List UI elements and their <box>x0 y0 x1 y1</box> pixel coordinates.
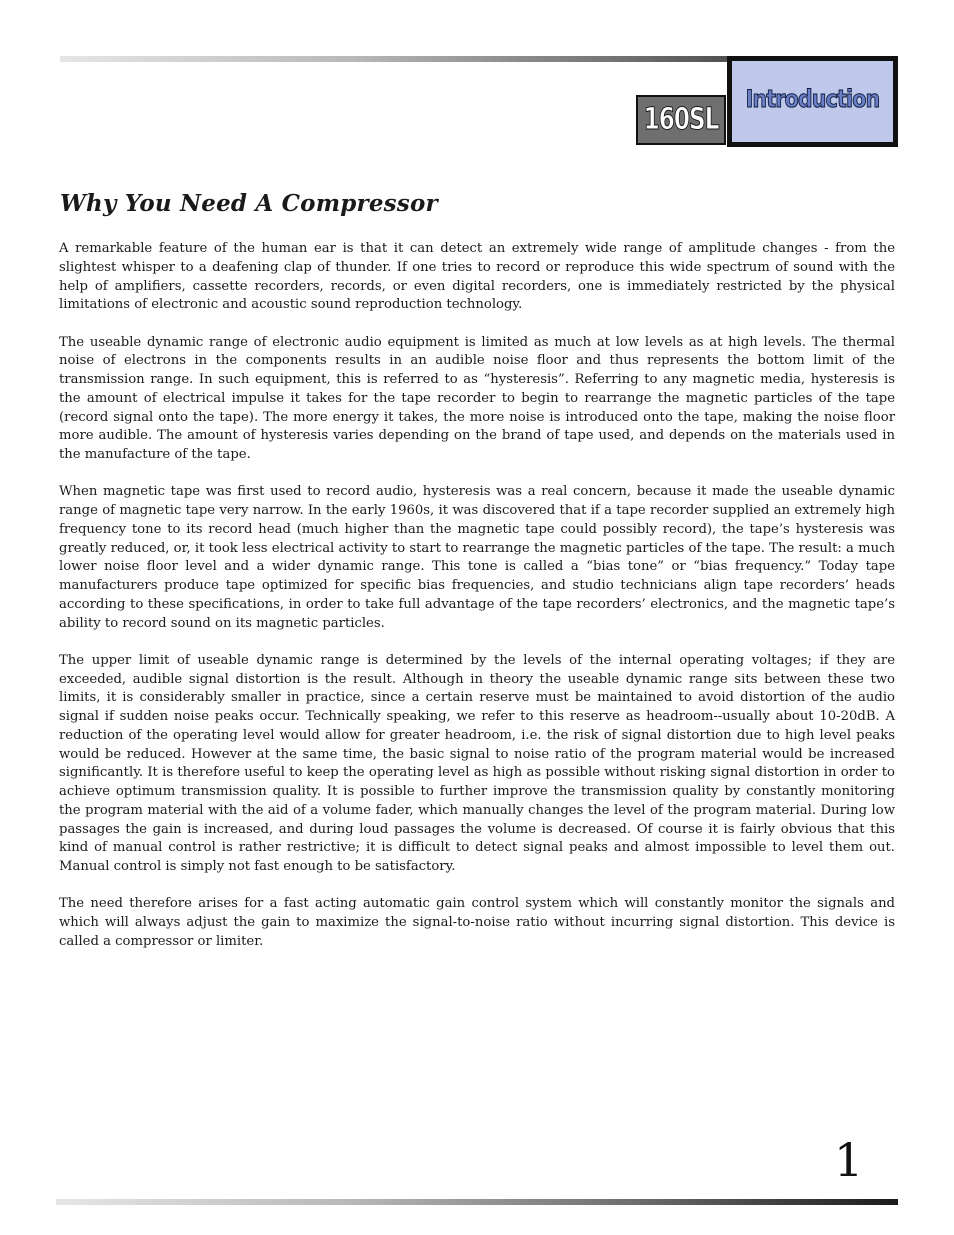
model-label: 160SL <box>643 102 719 137</box>
paragraph: When magnetic tape was first used to record audio, hysteresis was a real concern, because it made the useable dynamic range of magnetic tape very narrow. In the early 1960s, it was discovered that if a tape recorder supplied an extremely high frequency tone to its record head (much higher than the magnetic tape could possibly record), the tape’s hysteresis was greatly reduced, or, it took less electrical activity to start to rearrange the magnetic particles of the tape. The result: a much lower noise floor level and a wider dynamic range. This tone is called a “bias tone” or “bias frequency.” Today tape manufacturers produce tape optimized for specific bias frequencies, and studio technicians align tape recorders’ heads according to these specifications, in order to take full advantage of the tape recorders’ electronics, and the magnetic tape’s ability to record sound on its magnetic particles. <box>59 484 895 631</box>
paragraph: The useable dynamic range of electronic audio equipment is limited as much at low levels as at high levels. The thermal noise of electrons in the components results in an audible noise floor and thus represents the bottom limit of the transmission range. In such equipment, this is referred to as “hysteresis”. Referring to any magnetic media, hysteresis is the amount of electrical impulse it takes for the tape recorder to begin to rearrange the magnetic particles of the tape (record signal onto the tape). The more energy it takes, the more noise is introduced onto the tape, making the noise floor more audible. The amount of hysteresis varies depending on the brand of tape used, and depends on the materials used in the manufacture of the tape. <box>59 334 895 462</box>
model-badge <box>636 95 726 145</box>
page-number: 1 <box>834 1133 864 1187</box>
page-title: Why You Need A Compressor <box>60 190 438 217</box>
section-label: Introduction <box>745 85 880 113</box>
section-badge <box>727 56 898 147</box>
paragraph: A remarkable feature of the human ear is that it can detect an extremely wide range of amplitude changes - from the slightest whisper to a deafening clap of thunder. If one tries to record or reproduce this wide spectrum of sound with the help of amplifiers, cassette recorders, records, or even digital recorders, one is immediately restricted by the physical limitations of electronic and acoustic sound reproduction technology. <box>59 241 895 313</box>
paragraph: The need therefore arises for a fast acting automatic gain control system which will constantly monitor the signals and which will always adjust the gain to maximize the signal-to-noise ratio without incurring signal distortion. This device is called a compressor or limiter. <box>59 896 895 949</box>
body-text <box>59 240 895 970</box>
footer-rule <box>56 1199 898 1205</box>
paragraph: The upper limit of useable dynamic range is determined by the levels of the internal operating voltages; if they are exceeded, audible signal distortion is the result. Although in theory the useable dynamic range sits between these two limits, it is considerably smaller in practice, since a certain reserve must be maintained to avoid distortion of the audio signal if sudden noise peaks occur. Technically speaking, we refer to this reserve as headroom--usually about 10-20dB. A reduction of the operating level would allow for greater headroom, i.e. the risk of signal distortion due to high level peaks would be reduced. However at the same time, the basic signal to noise ratio of the program material would be increased significantly. It is therefore useful to keep the operating level as high as possible without risking signal distortion in order to achieve optimum transmission quality. It is possible to further improve the transmission quality by constantly monitoring the program material with the aid of a volume fader, which manually changes the level of the program material. During low passages the gain is increased, and during loud passages the volume is decreased. Of course it is fairly obvious that this kind of manual control is rather restrictive; it is difficult to detect signal peaks and almost impossible to level them out. Manual control is simply not fast enough to be satisfactory. <box>59 652 895 874</box>
